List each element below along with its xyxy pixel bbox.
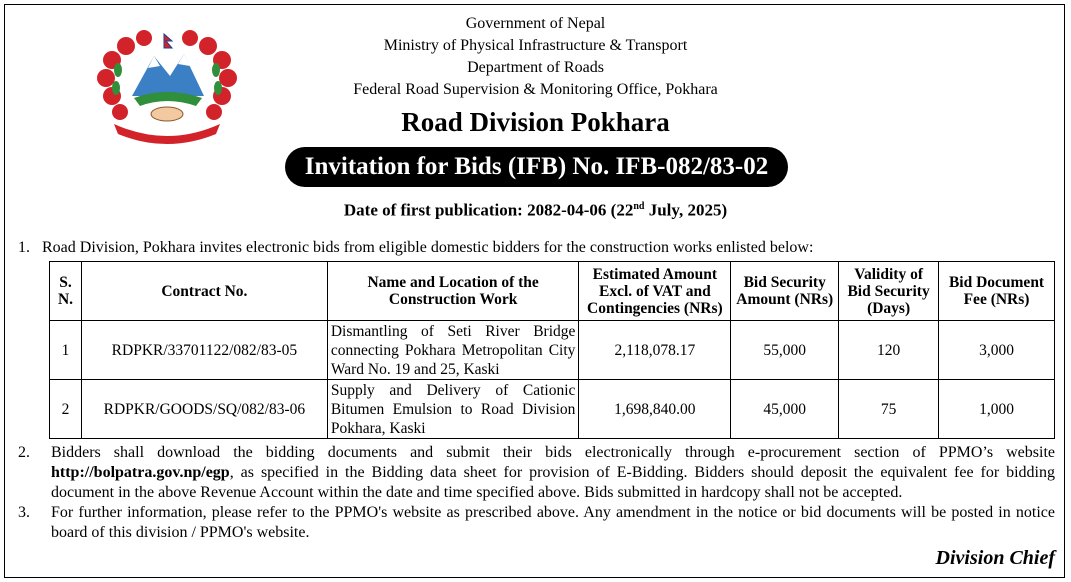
cell-estimated-amount: 2,118,078.17	[579, 321, 731, 380]
col-validity: Validity of Bid Security (Days)	[839, 262, 939, 321]
publication-date: Date of first publication: 2082-04-06 (22nd July, 2025)	[343, 200, 728, 220]
bids-table	[49, 261, 1055, 439]
col-work-name: Name and Location of the Construction Work	[327, 262, 579, 321]
cell-work-name: Dismantling of Seti River Bridge connecting Pokhara Metropolitan City Ward No. 19 and 25, Kaski	[327, 321, 579, 380]
cell-contract-no: RDPKR/33701122/082/83-05	[81, 321, 327, 380]
cell-sn: 1	[50, 321, 82, 380]
bolpatra-link[interactable]: http://bolpatra.gov.np/egp	[51, 464, 230, 481]
cell-estimated-amount: 1,698,840.00	[579, 380, 731, 439]
department-line: Department of Roads	[467, 59, 604, 76]
col-contract-no: Contract No.	[81, 262, 327, 321]
cell-validity: 75	[839, 380, 939, 439]
col-sn: S. N.	[50, 262, 82, 321]
col-document-fee: Bid Document Fee (NRs)	[939, 262, 1055, 321]
item-3-number: 3.	[18, 504, 30, 521]
office-title: Road Division Pokhara	[401, 107, 670, 137]
cell-work-name: Supply and Delivery of Cationic Bitumen Emulsion to Road Division Pokhara, Kaski	[327, 380, 579, 439]
col-estimated-amount: Estimated Amount Excl. of VAT and Contingencies (NRs)	[579, 262, 731, 321]
table-row	[50, 380, 1055, 439]
cell-bid-security: 55,000	[731, 321, 839, 380]
cell-validity: 120	[839, 321, 939, 380]
cell-contract-no: RDPKR/GOODS/SQ/082/83-06	[81, 380, 327, 439]
item-1-number: 1.	[18, 239, 30, 256]
item-3-text: For further information, please refer to the PPMO's website as prescribed above. Any amendment in the notice or bid documents will be posted in notice board of this division / PPMO's website.	[51, 504, 1055, 541]
cell-document-fee: 3,000	[939, 321, 1055, 380]
federal-office-line: Federal Road Supervision & Monitoring Office, Pokhara	[353, 81, 718, 98]
ministry-line: Ministry of Physical Infrastructure & Transport	[383, 37, 688, 54]
table-header-row	[50, 262, 1055, 321]
item-2-number: 2.	[18, 444, 30, 461]
item-2-text: Bidders shall download the bidding documents and submit their bids electronically through e-procurement section of PPMO’s website http://bolpatra.gov.np/egp, as specified in the Bidding data sheet for provision of E-Bidding. Bidders should deposit the equivalent fee for bidding document in the above Revenue Account within the date and time specified above. Bids submitted in hardcopy shall not be accepted.	[51, 444, 1055, 501]
col-bid-security: Bid Security Amount (NRs)	[731, 262, 839, 321]
signature: Division Chief	[935, 547, 1055, 569]
item-1-text: Road Division, Pokhara invites electronic bids from eligible domestic bidders for the construction works enlisted below:	[42, 239, 814, 256]
government-line: Government of Nepal	[465, 15, 606, 32]
ifb-title: Invitation for Bids (IFB) No. IFB-082/83-02	[285, 147, 788, 187]
cell-bid-security: 45,000	[731, 380, 839, 439]
table-row	[50, 321, 1055, 380]
cell-sn: 2	[50, 380, 82, 439]
cell-document-fee: 1,000	[939, 380, 1055, 439]
